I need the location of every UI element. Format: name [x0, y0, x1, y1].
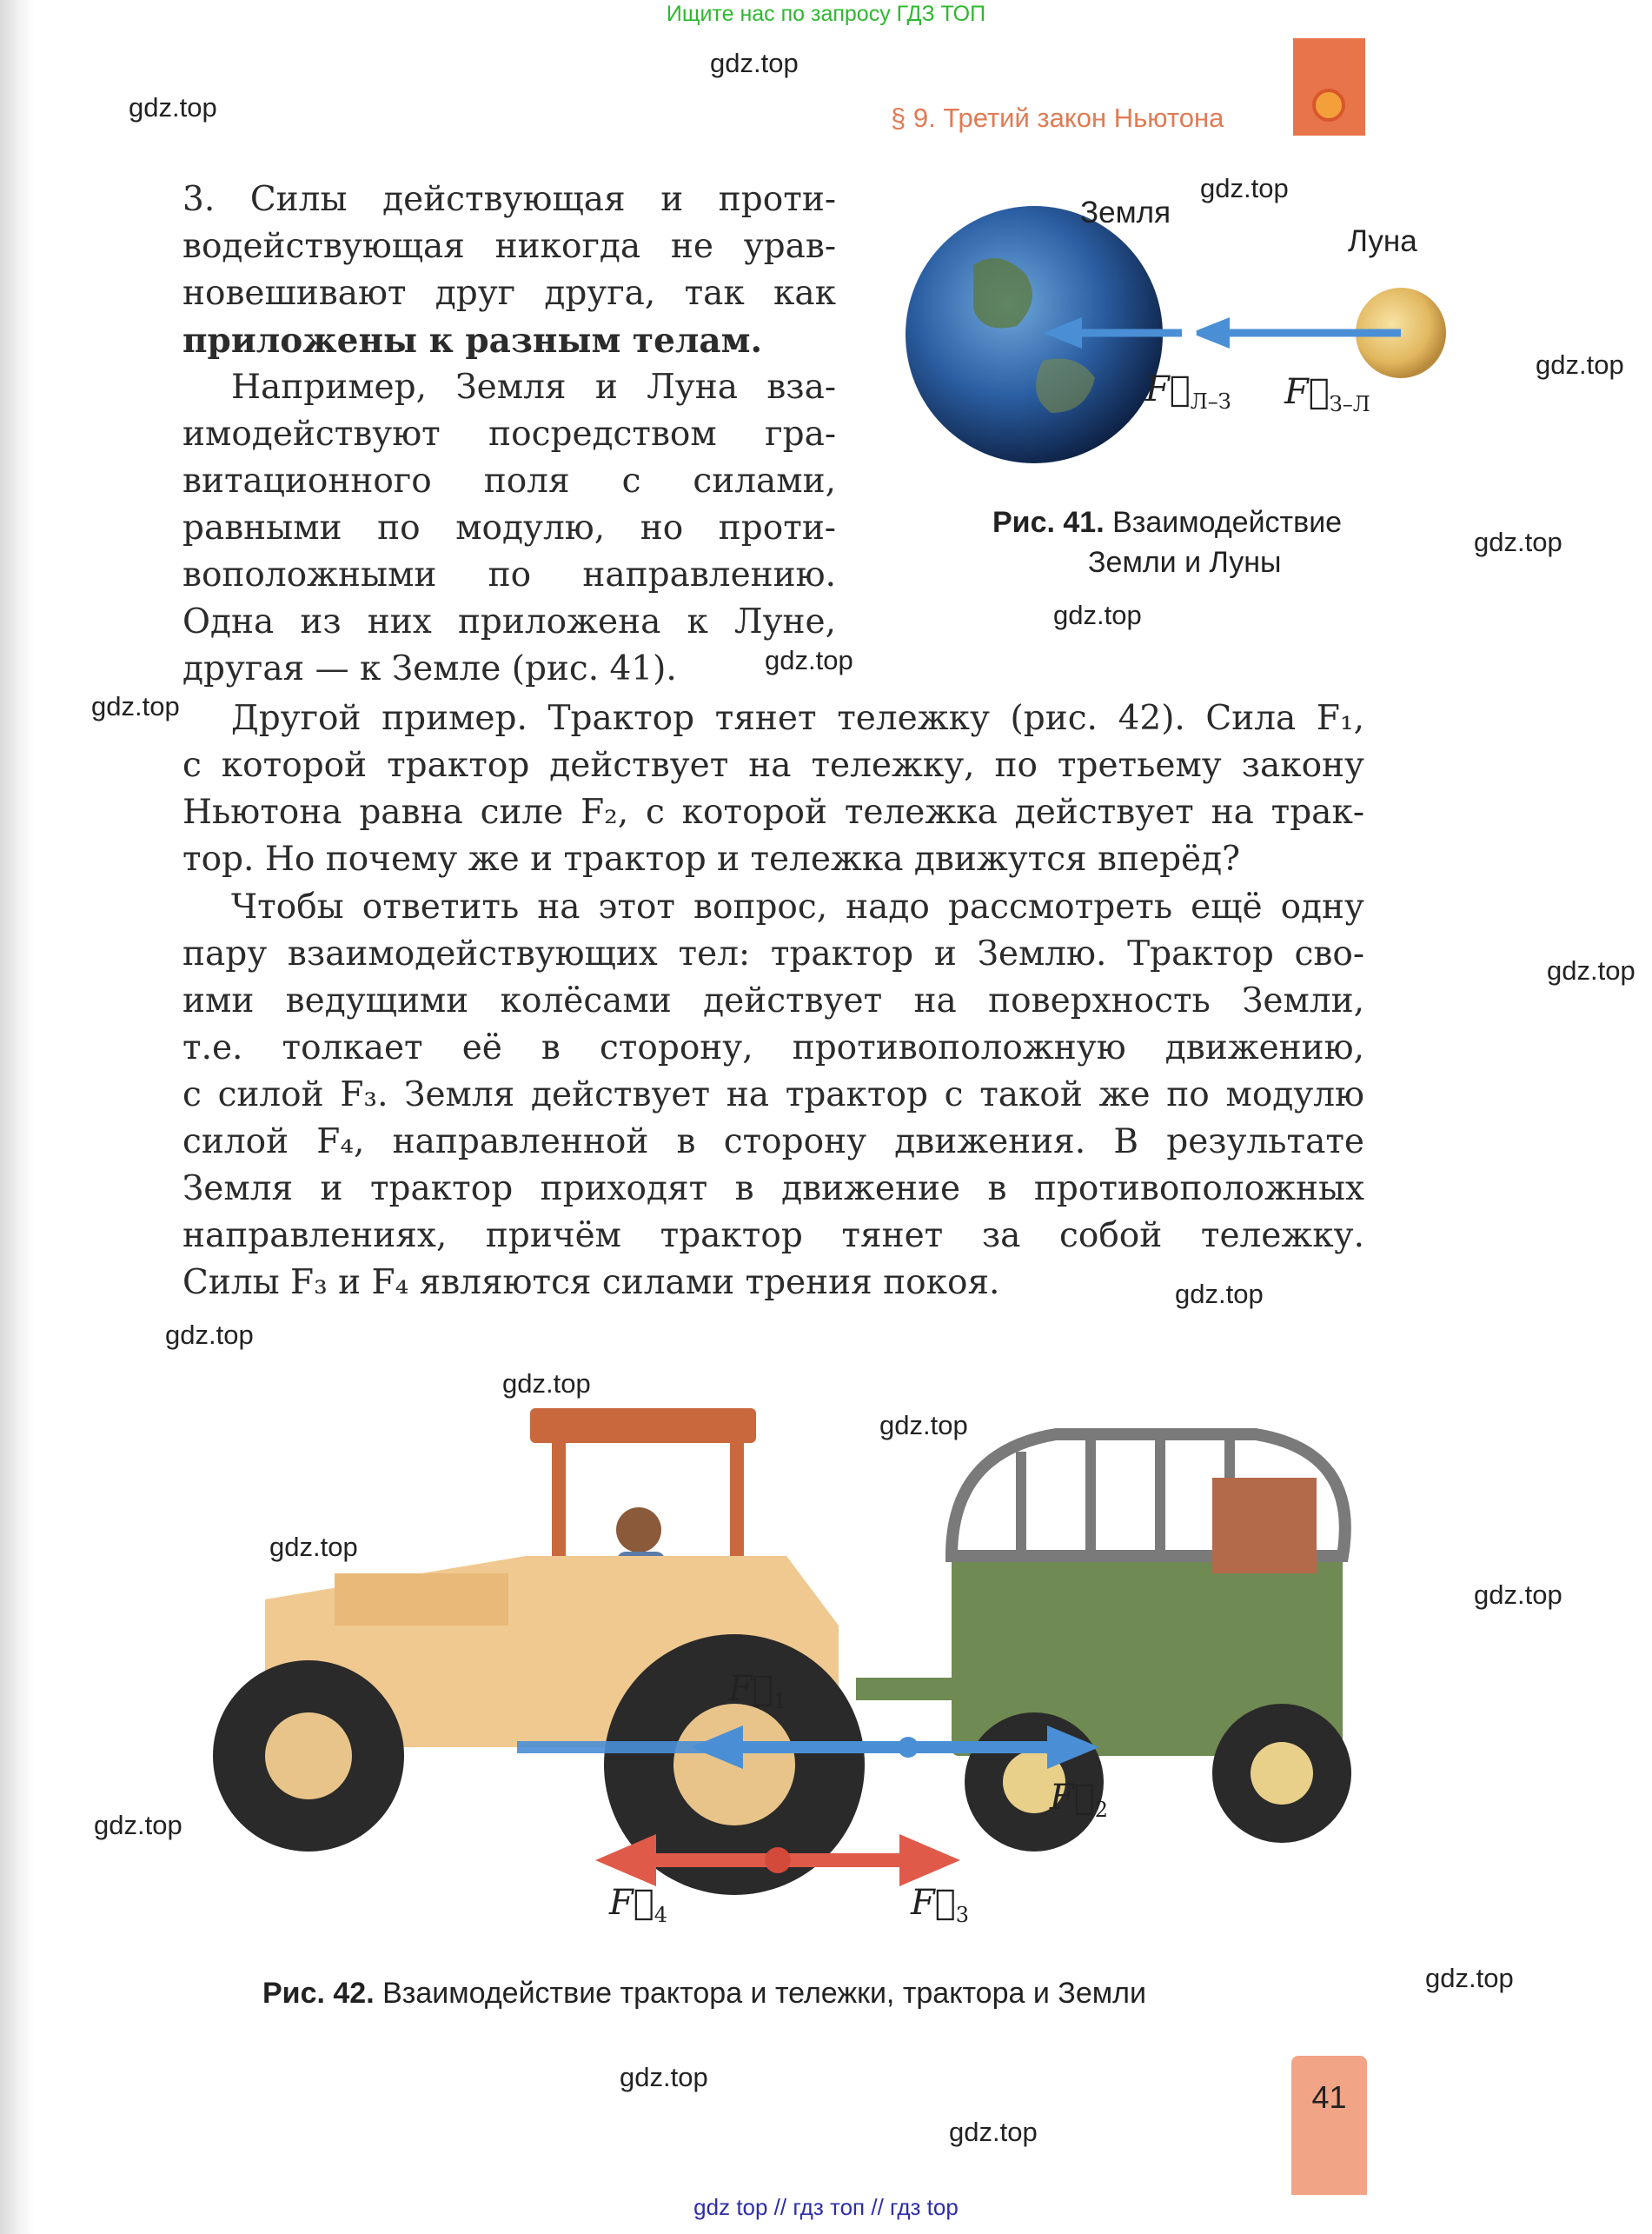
text-line: с которой трактор действует на тележку, по третьему закону	[182, 746, 1364, 785]
force-label-f1: $F⃗_1$	[728, 1669, 787, 1713]
watermark: gdz.top	[1536, 349, 1624, 380]
watermark: gdz.top	[1547, 955, 1635, 986]
watermark: gdz.top	[129, 92, 217, 123]
tractor-hood	[335, 1573, 508, 1626]
chapter-tab	[1293, 38, 1365, 136]
watermark: gdz.top	[94, 1810, 182, 1840]
text-line: т.е. толкает её в сторону, противоположную движению,	[182, 1028, 1364, 1067]
page-number-tab	[1291, 2056, 1367, 2195]
page-edge-shadow	[0, 0, 35, 2234]
subscript: 1	[773, 1689, 787, 1713]
trailer-cargo	[1212, 1478, 1317, 1573]
text-line: имодействуют посредством гра-	[182, 415, 836, 454]
force-label-moon-earth: $F⃗_{Л-З}$	[1145, 369, 1231, 414]
arrowhead	[899, 1834, 960, 1886]
watermark: gdz.top	[1053, 600, 1142, 630]
text-line: Одна из них приложена к Луне,	[182, 602, 836, 642]
text-line: с силой F₃. Земля действует на трактор с такой же по модулю	[182, 1075, 1364, 1114]
watermark: gdz.top	[502, 1368, 591, 1399]
top-banner[interactable]: Ищите нас по запросу ГДЗ ТОП	[666, 2, 986, 26]
driver-head	[616, 1507, 661, 1552]
arrowhead	[595, 1834, 656, 1886]
text-line: Другой пример. Трактор тянет тележку (рис. 42). Сила F₁,	[231, 699, 1364, 738]
text-line: силой F₄, направленной в сторону движения. В результате	[182, 1122, 1364, 1161]
watermark: gdz.top	[879, 1410, 968, 1440]
text-line: Например, Земля и Луна вза-	[231, 368, 836, 407]
text-line: ими ведущими колёсами действует на поверхность Земли,	[182, 981, 1364, 1021]
watermark: gdz.top	[91, 691, 180, 721]
watermark: gdz.top	[949, 2117, 1038, 2147]
figure-41-caption-line1	[992, 502, 1342, 542]
caption-text: Взаимодействие	[1112, 506, 1343, 539]
wheel-hub	[1251, 1742, 1313, 1805]
subscript: 4	[654, 1903, 668, 1927]
text-line: водействующая никогда не урав-	[182, 227, 836, 266]
wheel-hub	[265, 1712, 352, 1799]
watermark: gdz.top	[1425, 1963, 1514, 1993]
page-number: 41	[1311, 2079, 1347, 2115]
watermark: gdz.top	[765, 645, 853, 675]
watermark: gdz.top	[1175, 1279, 1264, 1309]
text-line-bold: приложены к разным телам.	[182, 321, 763, 361]
watermark: gdz.top	[269, 1532, 358, 1562]
force-label-earth-moon: $F⃗_{З-Л}$	[1284, 372, 1370, 416]
watermark: gdz.top	[1474, 527, 1562, 557]
midpoint-dot	[1188, 329, 1197, 337]
paragraph-tractor-example	[182, 695, 1364, 883]
paragraph-tractor-earth	[182, 884, 1364, 1306]
subscript: Л–З	[1190, 389, 1231, 414]
force-label-f3: $F⃗_3$	[911, 1883, 970, 1927]
tractor-roof	[530, 1408, 756, 1443]
trailer-hitch	[856, 1678, 969, 1700]
watermark: gdz.top	[165, 1320, 254, 1350]
text-line: новешивают друг друга, так как	[182, 274, 836, 313]
caption-text: Взаимодействие трактора и тележки, трактора и Земли	[382, 1977, 1146, 2010]
force-point	[765, 1847, 791, 1873]
figure-42-tractor-trailer	[187, 1400, 1369, 1921]
watermark: gdz.top	[710, 48, 799, 78]
subscript: 2	[1094, 1798, 1109, 1822]
figure-41-earth-moon	[895, 178, 1486, 465]
text-line: Ньютона равна силе F₂, с которой тележка действует на трак-	[182, 793, 1364, 832]
watermark: gdz.top	[1200, 173, 1289, 203]
text-line: тор. Но почему же и трактор и тележка движутся вперёд?	[182, 840, 1241, 879]
text-line: равными по модулю, но проти-	[182, 509, 836, 548]
force-label-f2: $F⃗_2$	[1050, 1778, 1109, 1822]
text-line: Силы F₃ и F₄ являются силами трения покоя.	[182, 1263, 1000, 1302]
paragraph-forces-never-balance	[182, 176, 836, 364]
gear-icon	[1312, 89, 1345, 122]
bottom-banner[interactable]: gdz top // гдз топ // гдз top	[693, 2194, 959, 2220]
text-line: 3. Силы действующая и проти-	[182, 180, 836, 219]
caption-number: Рис. 41.	[992, 506, 1105, 539]
section-header: § 9. Третий закон Ньютона	[891, 103, 1224, 133]
text-line: Земля и трактор приходят в движение в противоположных	[182, 1169, 1364, 1208]
watermark: gdz.top	[620, 2062, 708, 2092]
text-line: витационного поля с силами,	[182, 462, 836, 501]
subscript: З–Л	[1329, 392, 1370, 416]
text-line: воположными по направлению.	[182, 555, 836, 595]
moon-label: Луна	[1348, 224, 1417, 258]
caption-number: Рис. 42.	[262, 1977, 375, 2010]
text-line: пару взаимодействующих тел: трактор и Землю. Трактор сво-	[182, 934, 1364, 974]
figure-42-caption	[262, 1973, 1146, 2013]
text-line: другая — к Земле (рис. 41).	[182, 649, 677, 688]
text-line: Чтобы ответить на этот вопрос, надо рассмотреть ещё одну	[231, 888, 1364, 927]
figure-41-caption-line2: Земли и Луны	[1088, 546, 1282, 579]
subscript: 3	[955, 1903, 970, 1927]
force-label-f4: $F⃗_4$	[609, 1883, 668, 1927]
paragraph-earth-moon-example	[182, 364, 836, 693]
watermark: gdz.top	[1474, 1579, 1562, 1610]
text-line: направлениях, причём трактор тянет за собой тележку.	[182, 1216, 1364, 1255]
earth-label: Земля	[1080, 196, 1171, 229]
force-point	[898, 1737, 919, 1758]
